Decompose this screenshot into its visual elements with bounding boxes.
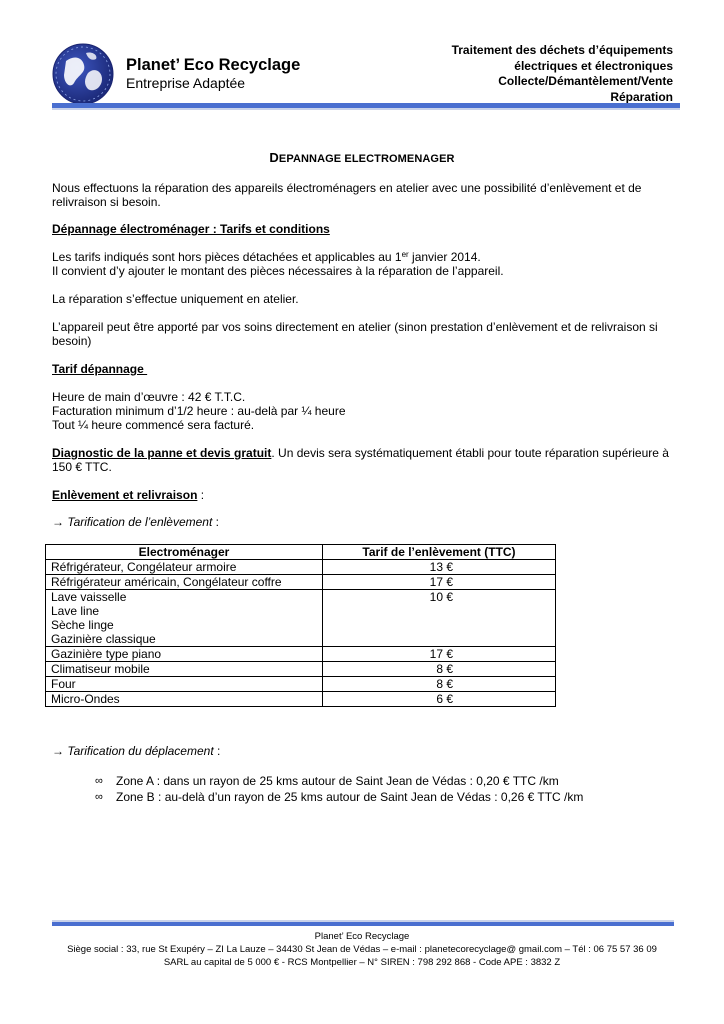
atelier-note: La réparation s’effectue uniquement en atelier. [52, 292, 299, 306]
deplacement-subheading: → Tarification du déplacement : [52, 744, 221, 758]
footer-rule [52, 920, 674, 928]
parts-note: Il convient d’y ajouter le montant des pièces nécessaires à la réparation de l’appareil. [52, 264, 504, 278]
enlevement-heading-line: Enlèvement et relivraison : [52, 488, 205, 502]
price-cell: 8 € [323, 662, 556, 677]
price-cell: 17 € [323, 575, 556, 590]
table-row [46, 692, 556, 707]
price-cell: 10 € [323, 590, 556, 647]
table-row [46, 647, 556, 662]
price-cell: 17 € [323, 647, 556, 662]
enlevement-heading: Enlèvement et relivraison [52, 488, 198, 502]
column-header: Electroménager [46, 545, 323, 560]
diagnostic-heading: Diagnostic de la panne et devis gratuit [52, 446, 272, 460]
footer-address: Siège social : 33, rue St Exupéry – ZI La Lauze – 34430 St Jean de Védas – e-mail : planetecorecyclage@ gmail.com – Tél : 06 75 57 36 09 [67, 944, 657, 955]
table-row [46, 662, 556, 677]
company-subtitle: Entreprise Adaptée [126, 75, 246, 91]
enlevement-subheading: → Tarification de l’enlèvement : [52, 515, 219, 529]
zone-a: Zone A : dans un rayon de 25 kms autour de Saint Jean de Védas : 0,20 € TTC /km [116, 774, 559, 788]
service-line: Collecte/Démantèlement/Vente [498, 74, 673, 88]
zone-b: Zone B : au-delà d’un rayon de 25 kms autour de Saint Jean de Védas : 0,26 € TTC /km [116, 790, 584, 804]
footer-legal: SARL au capital de 5 000 € - RCS Montpellier – N° SIREN : 798 292 868 - Code APE : 3832 Z [163, 957, 561, 968]
appliance-cell: Gazinière type piano [46, 647, 323, 662]
arrow-icon: → [52, 744, 64, 758]
minimum-billing: Facturation minimum d’1/2 heure : au-delà par ¼ heure [52, 404, 346, 418]
zone-list [95, 774, 583, 806]
labor-rate: Heure de main d’œuvre : 42 € T.T.C. [52, 390, 246, 404]
list-item [95, 790, 583, 806]
service-line: Réparation [610, 89, 673, 104]
title-rest: EPANNAGE ELECTROMENAGER [278, 153, 455, 165]
price-cell: 8 € [323, 677, 556, 692]
intro-paragraph: Nous effectuons la réparation des appareils électroménagers en atelier avec une possibilité d’enlèvement et de relivraison si besoin. [52, 181, 642, 209]
arrow-icon: → [52, 515, 64, 529]
conditions-heading: Dépannage électroménager : Tarifs et conditions [52, 222, 330, 236]
title-initial: D [269, 150, 279, 165]
service-line: électriques et électroniques [514, 58, 673, 73]
footer-company: Planet’ Eco Recyclage [314, 931, 410, 942]
appliance-cell: Réfrigérateur américain, Congélateur coffre [46, 575, 323, 590]
company-logo [52, 43, 114, 105]
appliance-cell: Lave vaisselle Lave line Sèche linge Gazinière classique [46, 590, 323, 647]
services-list [452, 43, 673, 105]
apport-note: L’appareil peut être apporté par vos soins directement en atelier (sinon prestation d’enlèvement et de relivraison si besoin) [52, 320, 658, 348]
page-title [0, 151, 724, 166]
tariff-date-line: Les tarifs indiqués sont hors pièces détachées et applicables au 1er janvier 2014. [52, 250, 481, 264]
appliance-cell: Réfrigérateur, Congélateur armoire [46, 560, 323, 575]
price-cell: 13 € [323, 560, 556, 575]
column-header: Tarif de l’enlèvement (TTC) [323, 545, 556, 560]
list-item [95, 774, 583, 790]
appliance-cell: Four [46, 677, 323, 692]
appliance-cell: Micro-Ondes [46, 692, 323, 707]
quarter-hour-note: Tout ¼ heure commencé sera facturé. [52, 418, 255, 432]
table-row [46, 590, 556, 647]
bullet-icon: ∞ [95, 791, 103, 803]
diagnostic-text: . Un devis sera systématiquement établi pour toute réparation supérieure à 150 € TTC. [52, 446, 669, 474]
service-line: Traitement des déchets d’équipements [451, 43, 673, 57]
table-row [46, 575, 556, 590]
diagnostic-paragraph [52, 446, 674, 474]
company-name: Planet’ Eco Recyclage [126, 56, 301, 74]
header-rule [52, 101, 680, 111]
table-row [46, 677, 556, 692]
table-header-row [46, 545, 556, 560]
table-row [46, 560, 556, 575]
bullet-icon: ∞ [95, 775, 103, 787]
tarif-heading: Tarif dépannage [52, 362, 148, 376]
pricing-table [45, 544, 556, 707]
price-cell: 6 € [323, 692, 556, 707]
appliance-cell: Climatiseur mobile [46, 662, 323, 677]
